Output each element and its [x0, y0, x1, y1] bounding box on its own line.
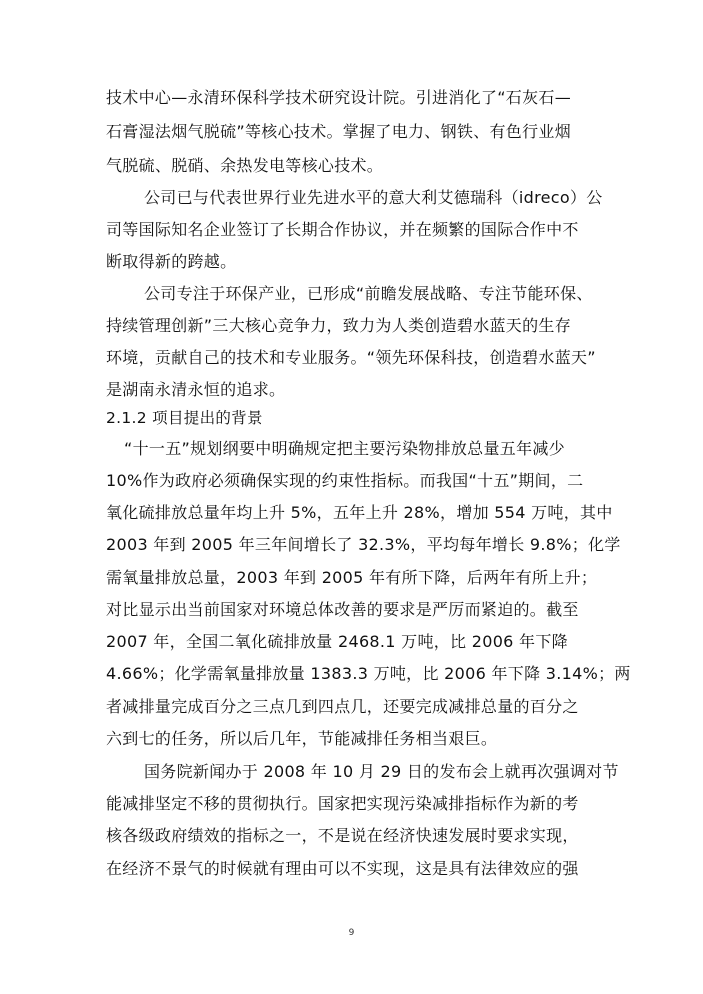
paragraph-line: 4.66%；化学需氧量排放量 1383.3 万吨，比 2006 年下降 3.14%；两: [106, 664, 631, 683]
paragraph-line: 需氧量排放总量，2003 年到 2005 年有所下降，后两年有所上升；: [106, 568, 598, 587]
section-heading: 2.1.2 项目提出的背景: [106, 409, 263, 427]
paragraph-line: 公司专注于环保产业，已形成“前瞻发展战略、专注节能环保、: [144, 284, 593, 303]
paragraph-line: 持续管理创新”三大核心竞争力，致力为人类创造碧水蓝天的生存: [106, 316, 571, 335]
paragraph-line: 环境，贡献自己的技术和专业服务。“领先环保科技，创造碧水蓝天”: [106, 348, 596, 367]
paragraph-line: 2007 年，全国二氧化硫排放量 2468.1 万吨，比 2006 年下降: [106, 632, 568, 651]
paragraph-line: 能减排坚定不移的贯彻执行。国家把实现污染减排指标作为新的考: [106, 794, 579, 813]
paragraph-line: 2003 年到 2005 年三年间增长了 32.3%，平均每年增长 9.8%；化学: [106, 535, 621, 554]
page-number: 9: [348, 928, 355, 938]
paragraph-line: 核各级政府绩效的指标之一，不是说在经济快速发展时要求实现，: [106, 826, 579, 845]
paragraph-line: 公司已与代表世界行业先进水平的意大利艾德瑞科（idreco）公: [144, 188, 603, 207]
paragraph-line: 在经济不景气的时候就有理由可以不实现，这是具有法律效应的强: [106, 859, 579, 878]
paragraph-line: 石膏湿法烟气脱硫”等核心技术。掌握了电力、钢铁、有色行业烟: [106, 122, 571, 141]
paragraph-line: 氧化硫排放总量年均上升 5%，五年上升 28%，增加 554 万吨，其中: [106, 503, 613, 522]
paragraph-line: 六到七的任务，所以后几年，节能减排任务相当艰巨。: [106, 729, 498, 748]
paragraph-line: 对比显示出当前国家对环境总体改善的要求是严厉而紧迫的。截至: [106, 600, 579, 619]
paragraph-line: “十一五”规划纲要中明确规定把主要污染物排放总量五年减少: [124, 439, 565, 458]
paragraph-line: 技术中心—永清环保科学技术研究设计院。引进消化了“石灰石—: [106, 88, 571, 107]
paragraph-line: 气脱硫、脱硝、余热发电等核心技术。: [106, 156, 384, 175]
paragraph-line: 断取得新的跨越。: [106, 252, 237, 271]
paragraph-line: 是湖南永清永恒的追求。: [106, 380, 286, 399]
paragraph-line: 者减排量完成百分之三点几到四点几，还要完成减排总量的百分之: [106, 697, 579, 716]
paragraph-line: 国务院新闻办于 2008 年 10 月 29 日的发布会上就再次强调对节: [144, 762, 619, 781]
paragraph-line: 10%作为政府必须确保实现的约束性指标。而我国“十五”期间，二: [106, 471, 584, 490]
paragraph-line: 司等国际知名企业签订了长期合作协议，并在频繁的国际合作中不: [106, 220, 579, 239]
